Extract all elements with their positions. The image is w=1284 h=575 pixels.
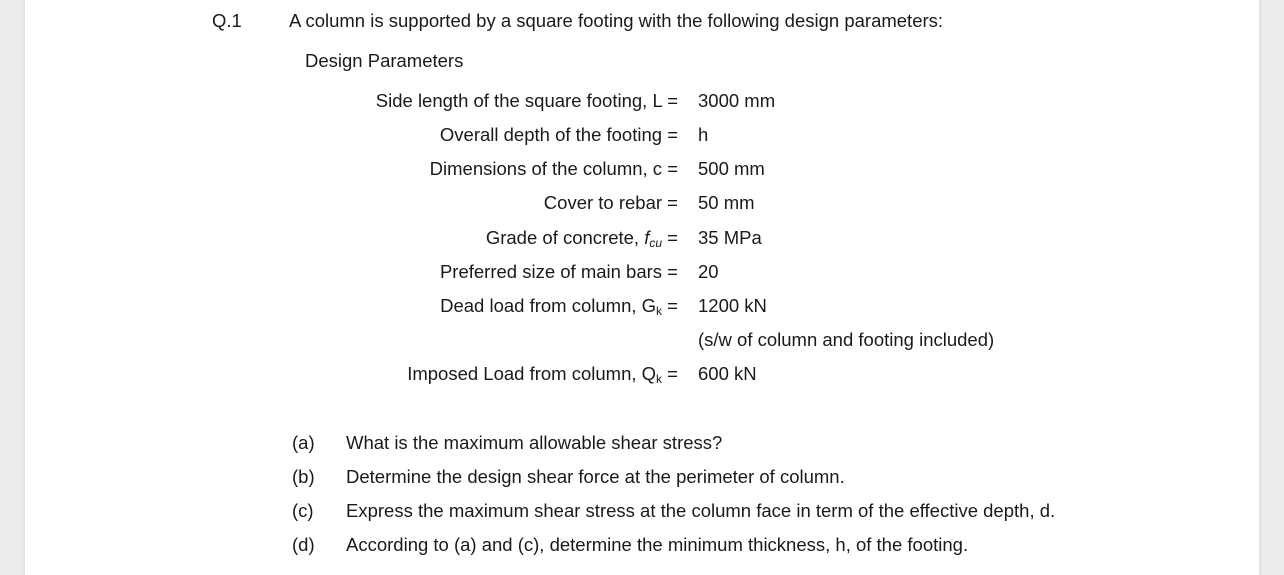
param-note: (s/w of column and footing included) — [698, 329, 995, 350]
param-label — [486, 227, 678, 251]
part-text: What is the maximum allowable shear stress? — [346, 432, 723, 453]
design-parameters-heading: Design Parameters — [305, 50, 464, 71]
param-label: Preferred size of main bars = — [439, 261, 678, 282]
param-label: Side length of the square footing, L = — [375, 90, 678, 111]
part-marker: (c) — [292, 500, 314, 521]
param-value: 20 — [698, 261, 719, 282]
fcu-symbol: f — [644, 227, 650, 248]
question-intro: A column is supported by a square footing with the following design parameters: — [289, 10, 944, 31]
param-label: Dimensions of the column, c = — [429, 158, 678, 179]
param-label-text: Grade of concrete, — [485, 227, 645, 248]
part-marker: (b) — [292, 466, 315, 487]
param-label-text: Imposed Load from column, Q — [407, 363, 657, 384]
qk-subscript: k — [656, 372, 663, 386]
part-text: Determine the design shear force at the perimeter of column. — [346, 466, 845, 487]
param-label — [407, 363, 678, 387]
param-label-equals: = — [662, 227, 678, 248]
param-value: 1200 kN — [698, 295, 767, 316]
fcu-subscript: cu — [649, 236, 663, 250]
part-marker: (d) — [292, 534, 315, 555]
part-text: Express the maximum shear stress at the column face in term of the effective depth, d. — [346, 500, 1056, 521]
param-label — [440, 295, 678, 319]
param-value: 500 mm — [698, 158, 765, 179]
param-label: Cover to rebar = — [543, 192, 678, 213]
param-label-equals: = — [662, 363, 678, 384]
param-label-text: Dead load from column, G — [440, 295, 657, 316]
param-value: 3000 mm — [698, 90, 776, 111]
gk-subscript: k — [656, 304, 663, 318]
document-page — [25, 0, 1259, 575]
param-value: 600 kN — [698, 363, 757, 384]
param-value: 35 MPa — [698, 227, 762, 248]
question-number: Q.1 — [212, 10, 242, 31]
param-label: Overall depth of the footing = — [439, 124, 678, 145]
param-label-equals: = — [662, 295, 678, 316]
param-value: h — [698, 124, 709, 145]
part-marker: (a) — [292, 432, 315, 453]
param-value: 50 mm — [698, 192, 755, 213]
part-text: According to (a) and (c), determine the minimum thickness, h, of the footing. — [346, 534, 969, 555]
